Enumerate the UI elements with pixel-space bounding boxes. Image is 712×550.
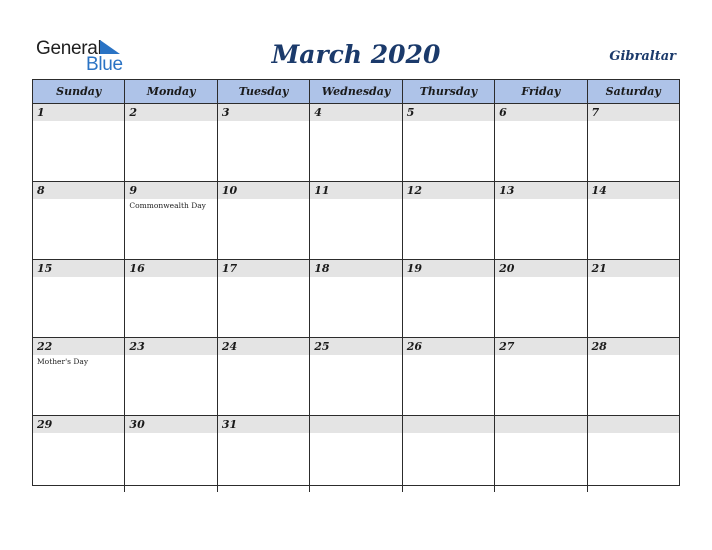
- day-cell: [309, 182, 401, 259]
- day-number-bar: [218, 104, 309, 121]
- day-cell: [587, 104, 679, 181]
- day-number: 16: [129, 262, 145, 275]
- weekday-header-thursday: Thursday: [402, 80, 494, 103]
- day-number: 25: [314, 340, 330, 353]
- day-number: 4: [314, 106, 322, 119]
- day-number: 18: [314, 262, 330, 275]
- day-cell: [587, 260, 679, 337]
- day-number: 12: [406, 184, 422, 197]
- holiday-label: Mother's Day: [37, 357, 89, 366]
- day-cell: [587, 416, 679, 492]
- day-number: 5: [406, 106, 415, 119]
- weekday-header-friday: Friday: [494, 80, 586, 103]
- day-number: 13: [499, 184, 515, 197]
- day-number-bar: [588, 416, 679, 433]
- day-cell: [124, 260, 216, 337]
- region-label: Gibraltar: [609, 49, 676, 64]
- weeks-container: [33, 104, 679, 492]
- day-cell: [33, 416, 124, 492]
- day-number-bar: [495, 416, 586, 433]
- day-cell: [124, 104, 216, 181]
- day-cell: [217, 260, 309, 337]
- day-number: 27: [499, 340, 515, 353]
- day-cell: [33, 104, 124, 181]
- day-number: 1: [37, 106, 45, 119]
- day-cell: [217, 182, 309, 259]
- day-cell: [309, 338, 401, 415]
- week-row: [33, 182, 679, 260]
- day-cell: [217, 104, 309, 181]
- day-number: 15: [37, 262, 53, 275]
- day-number-bar: [403, 416, 494, 433]
- day-number-bar: [125, 182, 216, 199]
- logo-text-blue: Blue: [86, 54, 123, 75]
- weekday-header-wednesday: Wednesday: [309, 80, 401, 103]
- weekday-header-monday: Monday: [124, 80, 216, 103]
- logo-text-general: General: [36, 38, 102, 59]
- calendar-title: March 2020: [271, 40, 441, 69]
- weekday-header-tuesday: Tuesday: [217, 80, 309, 103]
- week-row: [33, 104, 679, 182]
- day-cell: [309, 260, 401, 337]
- day-number: 14: [591, 184, 607, 197]
- day-number: 28: [591, 340, 607, 353]
- day-cell: [494, 416, 586, 492]
- day-number: 9: [129, 184, 138, 197]
- day-cell: [33, 260, 124, 337]
- day-cell: [587, 338, 679, 415]
- day-number: 17: [221, 262, 238, 275]
- day-number: 19: [406, 262, 422, 275]
- day-cell: [402, 260, 494, 337]
- day-number: 29: [37, 418, 53, 431]
- day-cell: [124, 338, 216, 415]
- day-cell: [402, 104, 494, 181]
- day-cell: [402, 338, 494, 415]
- day-cell: [124, 416, 216, 492]
- day-number: 26: [406, 340, 422, 353]
- day-number-bar: [495, 104, 586, 121]
- day-number: 22: [37, 340, 53, 353]
- day-number-bar: [33, 182, 124, 199]
- day-number: 6: [499, 106, 507, 119]
- day-number: 23: [129, 340, 145, 353]
- day-cell: [402, 182, 494, 259]
- day-cell: [402, 416, 494, 492]
- day-number: 31: [221, 418, 238, 431]
- holiday-label: Commonwealth Day: [129, 201, 206, 210]
- day-number: 2: [129, 106, 138, 119]
- day-number-bar: [310, 104, 401, 121]
- day-cell: [494, 104, 586, 181]
- day-number: 10: [221, 184, 238, 197]
- weekday-header-row: [33, 80, 679, 104]
- weekday-header-saturday: Saturday: [587, 80, 679, 103]
- day-cell: [217, 416, 309, 492]
- day-cell: [587, 182, 679, 259]
- day-cell: [33, 338, 124, 415]
- weekday-header-sunday: Sunday: [56, 85, 102, 98]
- week-row: [33, 416, 679, 492]
- day-cell: [217, 338, 309, 415]
- day-number: 30: [129, 418, 145, 431]
- day-cell: [494, 338, 586, 415]
- month-calendar-grid: [32, 79, 680, 486]
- day-number-bar: [310, 416, 401, 433]
- week-row: [33, 260, 679, 338]
- day-number-bar: [588, 104, 679, 121]
- day-number: 20: [499, 262, 515, 275]
- day-number-bar: [125, 104, 216, 121]
- day-cell: [309, 416, 401, 492]
- day-number: 11: [314, 184, 330, 197]
- day-cell: [494, 260, 586, 337]
- week-row: [33, 338, 679, 416]
- day-cell: [494, 182, 586, 259]
- day-number: 7: [591, 106, 600, 119]
- day-number: 21: [591, 262, 607, 275]
- day-number-bar: [403, 104, 494, 121]
- day-cell: [309, 104, 401, 181]
- day-number: 24: [221, 340, 238, 353]
- day-cell: [124, 182, 216, 259]
- day-number-bar: [33, 104, 124, 121]
- day-number: 3: [221, 106, 230, 119]
- day-cell: [33, 182, 124, 259]
- day-number: 8: [37, 184, 45, 197]
